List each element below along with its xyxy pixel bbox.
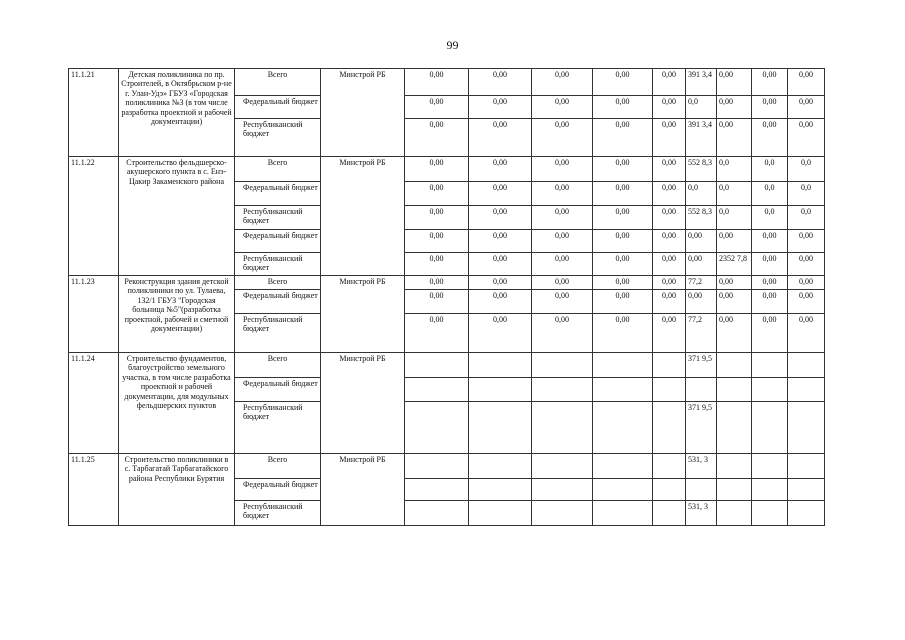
value-cell-year-5: 0,00: [653, 276, 686, 290]
funding-source: Всего: [235, 353, 321, 378]
value-cell-year-8: 0,0: [752, 157, 788, 182]
item-code: 11.1.22: [69, 157, 119, 276]
value-cell-year-3: [532, 479, 593, 501]
value-cell-year-2: [469, 378, 532, 402]
value-cell-year-5: 0,00: [653, 206, 686, 230]
value-cell-year-3: [532, 378, 593, 402]
value-cell-year-6: 552 8,3: [686, 206, 717, 230]
value-cell-year-7: 0,00: [717, 276, 752, 290]
value-cell-year-2: [469, 479, 532, 501]
value-cell-year-4: [593, 501, 653, 526]
value-cell-year-3: 0,00: [532, 290, 593, 314]
value-cell-year-6: 0,0: [686, 96, 717, 119]
value-cell-year-5: 0,00: [653, 182, 686, 206]
value-cell-year-9: [788, 402, 825, 454]
value-cell-year-2: 0,00: [469, 314, 532, 353]
value-cell-year-7: 0,0: [717, 206, 752, 230]
value-cell-year-8: [752, 353, 788, 378]
value-cell-year-2: 0,00: [469, 230, 532, 253]
responsible-executor: Минстрой РБ: [321, 157, 405, 276]
page-number: 99: [446, 38, 459, 52]
value-cell-year-8: [752, 501, 788, 526]
value-cell-year-5: [653, 378, 686, 402]
table-row: [69, 353, 825, 378]
value-cell-year-7: [717, 454, 752, 479]
value-cell-year-1: 0,00: [405, 253, 469, 276]
value-cell-year-9: 0,00: [788, 314, 825, 353]
value-cell-year-2: [469, 353, 532, 378]
value-cell-year-3: 0,00: [532, 119, 593, 157]
value-cell-year-7: [717, 402, 752, 454]
value-cell-year-6: 391 3,4: [686, 69, 717, 96]
value-cell-year-3: 0,00: [532, 253, 593, 276]
value-cell-year-7: [717, 479, 752, 501]
value-cell-year-4: [593, 402, 653, 454]
value-cell-year-8: 0,00: [752, 69, 788, 96]
value-cell-year-9: [788, 479, 825, 501]
value-cell-year-3: 0,00: [532, 69, 593, 96]
value-cell-year-3: 0,00: [532, 96, 593, 119]
value-cell-year-2: 0,00: [469, 96, 532, 119]
funding-source: Федеральный бюджет: [235, 479, 321, 501]
value-cell-year-9: [788, 501, 825, 526]
item-name: Строительство поликлиники в с. Тарбагатай Тарбагатайского района Республики Бурятия: [119, 454, 235, 526]
funding-source: Федеральный бюджет: [235, 290, 321, 314]
value-cell-year-1: [405, 454, 469, 479]
funding-source: Всего: [235, 157, 321, 182]
item-name: Реконструкция здания детской поликлиники по ул. Тулаева, 132/1 ГБУЗ "Городская больница №5"(разработка проектной, рабочей и сметной документации): [119, 276, 235, 353]
value-cell-year-3: [532, 501, 593, 526]
value-cell-year-5: [653, 353, 686, 378]
item-code: 11.1.25: [69, 454, 119, 526]
value-cell-year-6: 0,00: [686, 290, 717, 314]
value-cell-year-9: [788, 378, 825, 402]
value-cell-year-1: 0,00: [405, 230, 469, 253]
value-cell-year-8: 0,00: [752, 253, 788, 276]
value-cell-year-7: 0,00: [717, 230, 752, 253]
value-cell-year-2: 0,00: [469, 206, 532, 230]
value-cell-year-3: [532, 402, 593, 454]
value-cell-year-5: 0,00: [653, 69, 686, 96]
value-cell-year-1: 0,00: [405, 182, 469, 206]
value-cell-year-9: 0,0: [788, 182, 825, 206]
value-cell-year-9: 0,00: [788, 253, 825, 276]
funding-source: Республиканский бюджет: [235, 253, 321, 276]
value-cell-year-1: [405, 402, 469, 454]
value-cell-year-5: [653, 479, 686, 501]
value-cell-year-9: [788, 353, 825, 378]
value-cell-year-2: 0,00: [469, 253, 532, 276]
value-cell-year-4: [593, 479, 653, 501]
value-cell-year-8: 0,00: [752, 96, 788, 119]
budget-table: [68, 68, 825, 526]
value-cell-year-8: 0,00: [752, 230, 788, 253]
value-cell-year-2: 0,00: [469, 182, 532, 206]
value-cell-year-6: 0,0: [686, 182, 717, 206]
value-cell-year-5: 0,00: [653, 96, 686, 119]
value-cell-year-1: 0,00: [405, 290, 469, 314]
value-cell-year-9: 0,0: [788, 206, 825, 230]
value-cell-year-2: 0,00: [469, 276, 532, 290]
table-body: [69, 69, 825, 526]
value-cell-year-8: [752, 479, 788, 501]
value-cell-year-5: 0,00: [653, 157, 686, 182]
funding-source: Федеральный бюджет: [235, 182, 321, 206]
value-cell-year-2: [469, 501, 532, 526]
item-name: Строительство фундаментов, благоустройство земельного участка, в том числе разработка проектной и рабочей документации, для модульных фельдшерских пунктов: [119, 353, 235, 454]
value-cell-year-5: [653, 501, 686, 526]
value-cell-year-4: [593, 454, 653, 479]
value-cell-year-5: 0,00: [653, 290, 686, 314]
value-cell-year-7: 0,0: [717, 157, 752, 182]
value-cell-year-8: 0,0: [752, 182, 788, 206]
value-cell-year-9: 0,00: [788, 276, 825, 290]
value-cell-year-7: [717, 378, 752, 402]
item-code: 11.1.23: [69, 276, 119, 353]
value-cell-year-3: 0,00: [532, 276, 593, 290]
funding-source: Всего: [235, 69, 321, 96]
value-cell-year-8: [752, 454, 788, 479]
table-row: [69, 276, 825, 290]
value-cell-year-9: 0,00: [788, 119, 825, 157]
value-cell-year-6: 391 3,4: [686, 119, 717, 157]
table-row: [69, 454, 825, 479]
value-cell-year-4: [593, 353, 653, 378]
item-code: 11.1.21: [69, 69, 119, 157]
value-cell-year-4: 0,00: [593, 276, 653, 290]
value-cell-year-7: 0,00: [717, 69, 752, 96]
value-cell-year-1: 0,00: [405, 206, 469, 230]
value-cell-year-6: 531, 3: [686, 501, 717, 526]
value-cell-year-6: 371 9,5: [686, 402, 717, 454]
value-cell-year-8: [752, 378, 788, 402]
value-cell-year-4: 0,00: [593, 290, 653, 314]
value-cell-year-4: 0,00: [593, 206, 653, 230]
value-cell-year-4: [593, 378, 653, 402]
value-cell-year-2: 0,00: [469, 119, 532, 157]
value-cell-year-1: 0,00: [405, 119, 469, 157]
responsible-executor: Минстрой РБ: [321, 353, 405, 454]
value-cell-year-1: 0,00: [405, 314, 469, 353]
value-cell-year-4: 0,00: [593, 230, 653, 253]
funding-source: Республиканский бюджет: [235, 119, 321, 157]
value-cell-year-5: 0,00: [653, 314, 686, 353]
funding-source: Республиканский бюджет: [235, 206, 321, 230]
value-cell-year-1: [405, 378, 469, 402]
value-cell-year-6: 77,2: [686, 276, 717, 290]
value-cell-year-9: 0,00: [788, 290, 825, 314]
funding-source: Федеральный бюджет: [235, 378, 321, 402]
funding-source: Всего: [235, 454, 321, 479]
responsible-executor: Минстрой РБ: [321, 276, 405, 353]
value-cell-year-3: 0,00: [532, 314, 593, 353]
value-cell-year-5: 0,00: [653, 119, 686, 157]
value-cell-year-9: 0,0: [788, 157, 825, 182]
value-cell-year-9: 0,00: [788, 96, 825, 119]
value-cell-year-6: [686, 479, 717, 501]
funding-source: Республиканский бюджет: [235, 402, 321, 454]
value-cell-year-6: 552 8,3: [686, 157, 717, 182]
value-cell-year-2: 0,00: [469, 157, 532, 182]
value-cell-year-2: 0,00: [469, 69, 532, 96]
value-cell-year-3: [532, 454, 593, 479]
value-cell-year-7: 0,00: [717, 314, 752, 353]
value-cell-year-4: 0,00: [593, 157, 653, 182]
responsible-executor: Минстрой РБ: [321, 69, 405, 157]
item-code: 11.1.24: [69, 353, 119, 454]
value-cell-year-7: 0,00: [717, 96, 752, 119]
value-cell-year-2: [469, 454, 532, 479]
value-cell-year-6: 0,00: [686, 253, 717, 276]
value-cell-year-6: 531, 3: [686, 454, 717, 479]
value-cell-year-2: 0,00: [469, 290, 532, 314]
value-cell-year-8: 0,0: [752, 206, 788, 230]
value-cell-year-4: 0,00: [593, 119, 653, 157]
table-row: [69, 69, 825, 96]
value-cell-year-6: 0,00: [686, 230, 717, 253]
value-cell-year-3: 0,00: [532, 206, 593, 230]
value-cell-year-7: 2352 7,8: [717, 253, 752, 276]
value-cell-year-4: 0,00: [593, 314, 653, 353]
value-cell-year-3: 0,00: [532, 230, 593, 253]
value-cell-year-1: [405, 353, 469, 378]
responsible-executor: Минстрой РБ: [321, 454, 405, 526]
value-cell-year-8: 0,00: [752, 290, 788, 314]
value-cell-year-9: 0,00: [788, 69, 825, 96]
funding-source: Федеральный бюджет: [235, 96, 321, 119]
value-cell-year-7: 0,0: [717, 182, 752, 206]
funding-source: Всего: [235, 276, 321, 290]
value-cell-year-5: [653, 454, 686, 479]
value-cell-year-1: 0,00: [405, 96, 469, 119]
item-name: Детская поликлиника по пр. Строителей, в Октябрьском р-не г. Улан-Удэ» ГБУЗ «Городская поликлиника №3 (в том числе разработка проектной и рабочей документации): [119, 69, 235, 157]
value-cell-year-6: 77,2: [686, 314, 717, 353]
value-cell-year-5: [653, 402, 686, 454]
value-cell-year-7: 0,00: [717, 290, 752, 314]
value-cell-year-7: [717, 353, 752, 378]
value-cell-year-1: [405, 501, 469, 526]
table-row: [69, 157, 825, 182]
value-cell-year-8: 0,00: [752, 314, 788, 353]
funding-source: Федеральный бюджет: [235, 230, 321, 253]
value-cell-year-1: [405, 479, 469, 501]
funding-source: Республиканский бюджет: [235, 314, 321, 353]
value-cell-year-3: 0,00: [532, 182, 593, 206]
value-cell-year-4: 0,00: [593, 96, 653, 119]
item-name: Строительство фельдшерско-акушерского пункта в с. Енэ-Цакир Закаменского района: [119, 157, 235, 276]
value-cell-year-5: 0,00: [653, 253, 686, 276]
value-cell-year-6: [686, 378, 717, 402]
value-cell-year-2: [469, 402, 532, 454]
value-cell-year-4: 0,00: [593, 253, 653, 276]
value-cell-year-3: [532, 353, 593, 378]
value-cell-year-7: 0,00: [717, 119, 752, 157]
value-cell-year-8: 0,00: [752, 119, 788, 157]
value-cell-year-9: [788, 454, 825, 479]
funding-source: Республиканский бюджет: [235, 501, 321, 526]
value-cell-year-5: 0,00: [653, 230, 686, 253]
value-cell-year-8: 0,00: [752, 276, 788, 290]
value-cell-year-4: 0,00: [593, 69, 653, 96]
value-cell-year-1: 0,00: [405, 69, 469, 96]
value-cell-year-9: 0,00: [788, 230, 825, 253]
value-cell-year-4: 0,00: [593, 182, 653, 206]
value-cell-year-8: [752, 402, 788, 454]
value-cell-year-7: [717, 501, 752, 526]
value-cell-year-1: 0,00: [405, 276, 469, 290]
value-cell-year-6: 371 9,5: [686, 353, 717, 378]
value-cell-year-3: 0,00: [532, 157, 593, 182]
value-cell-year-1: 0,00: [405, 157, 469, 182]
